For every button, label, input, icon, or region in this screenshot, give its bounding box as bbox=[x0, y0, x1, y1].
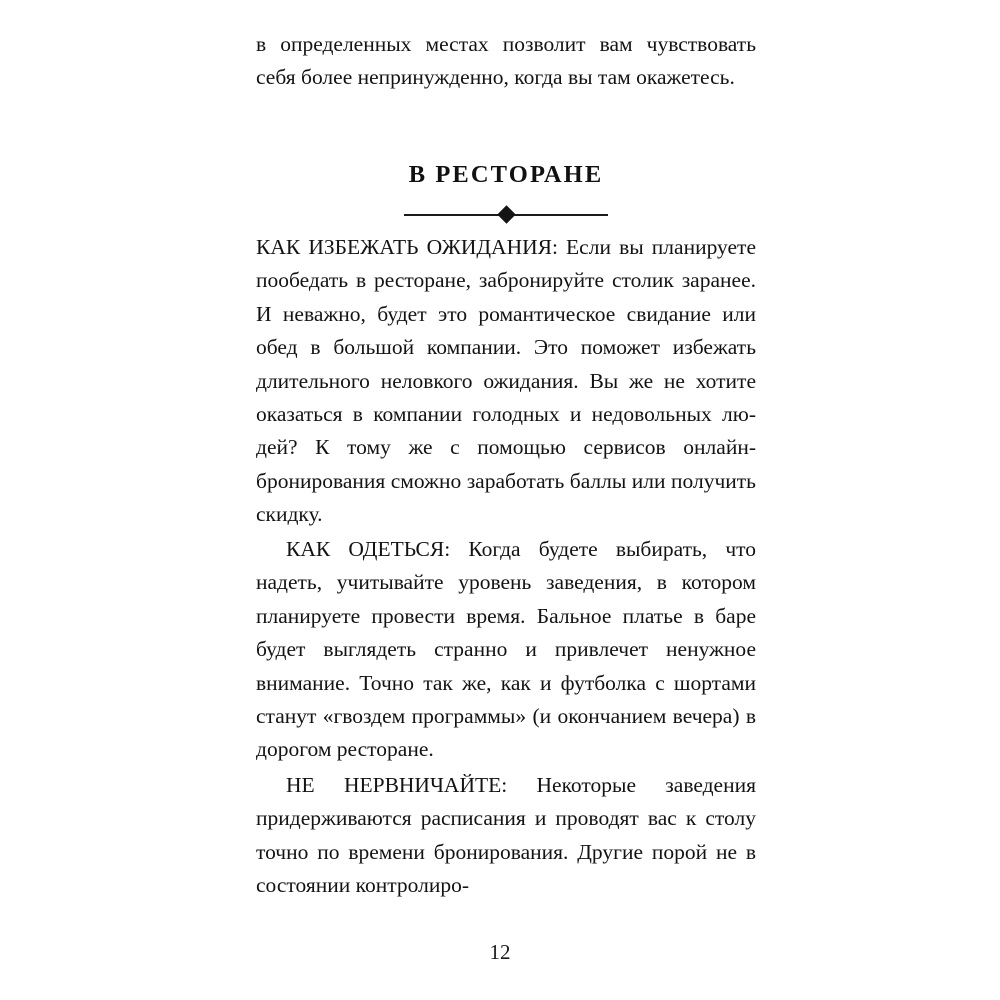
section-paragraph: НЕ НЕРВНИЧАЙТЕ: Некоторые заведения придерживаются расписания и проводят вас к столу точно по времени бронирования. Другие порой не в состоянии контролиро- bbox=[256, 773, 756, 898]
page-number: 12 bbox=[489, 940, 511, 964]
section-paragraph: КАК ИЗБЕЖАТЬ ОЖИДАНИЯ: Если вы планируете пообедать в ресторане, забронируйте столик заранее. И неважно, будет это романтическое свидание или обед в большой компании. Это поможет избежать длительного неловкого ожидания. Вы же не хотите оказаться в компании голодных и недовольных людей? К тому же с помощью сервисов онлайн-бронирования сможно заработать баллы или получить скидку. bbox=[256, 235, 756, 527]
section-paragraph: КАК ОДЕТЬСЯ: Когда будете выбирать, что надеть, учитывайте уровень заведения, в котором планируете провести время. Бальное платье в баре будет выглядеть странно и привлечет ненужное внимание. Точно так же, как и футболка с шортами станут «гвоздем программы» (и окончанием вечера) в дорогом ресторане. bbox=[256, 537, 756, 762]
section-block-do-not-be-nervous bbox=[256, 769, 756, 903]
chapter-title: В РЕСТОРАНЕ bbox=[408, 161, 604, 188]
continued-paragraph-block bbox=[256, 28, 756, 95]
section-block-how-to-avoid-waiting bbox=[256, 231, 756, 532]
ornamental-divider bbox=[256, 204, 756, 226]
chapter-heading-block bbox=[256, 163, 756, 226]
continued-paragraph: в определенных местах позволит вам чувствовать себя более непринужденно, когда вы там окажетесь. bbox=[256, 32, 756, 90]
section-block-how-to-dress bbox=[256, 533, 756, 767]
diamond-icon bbox=[497, 205, 515, 223]
